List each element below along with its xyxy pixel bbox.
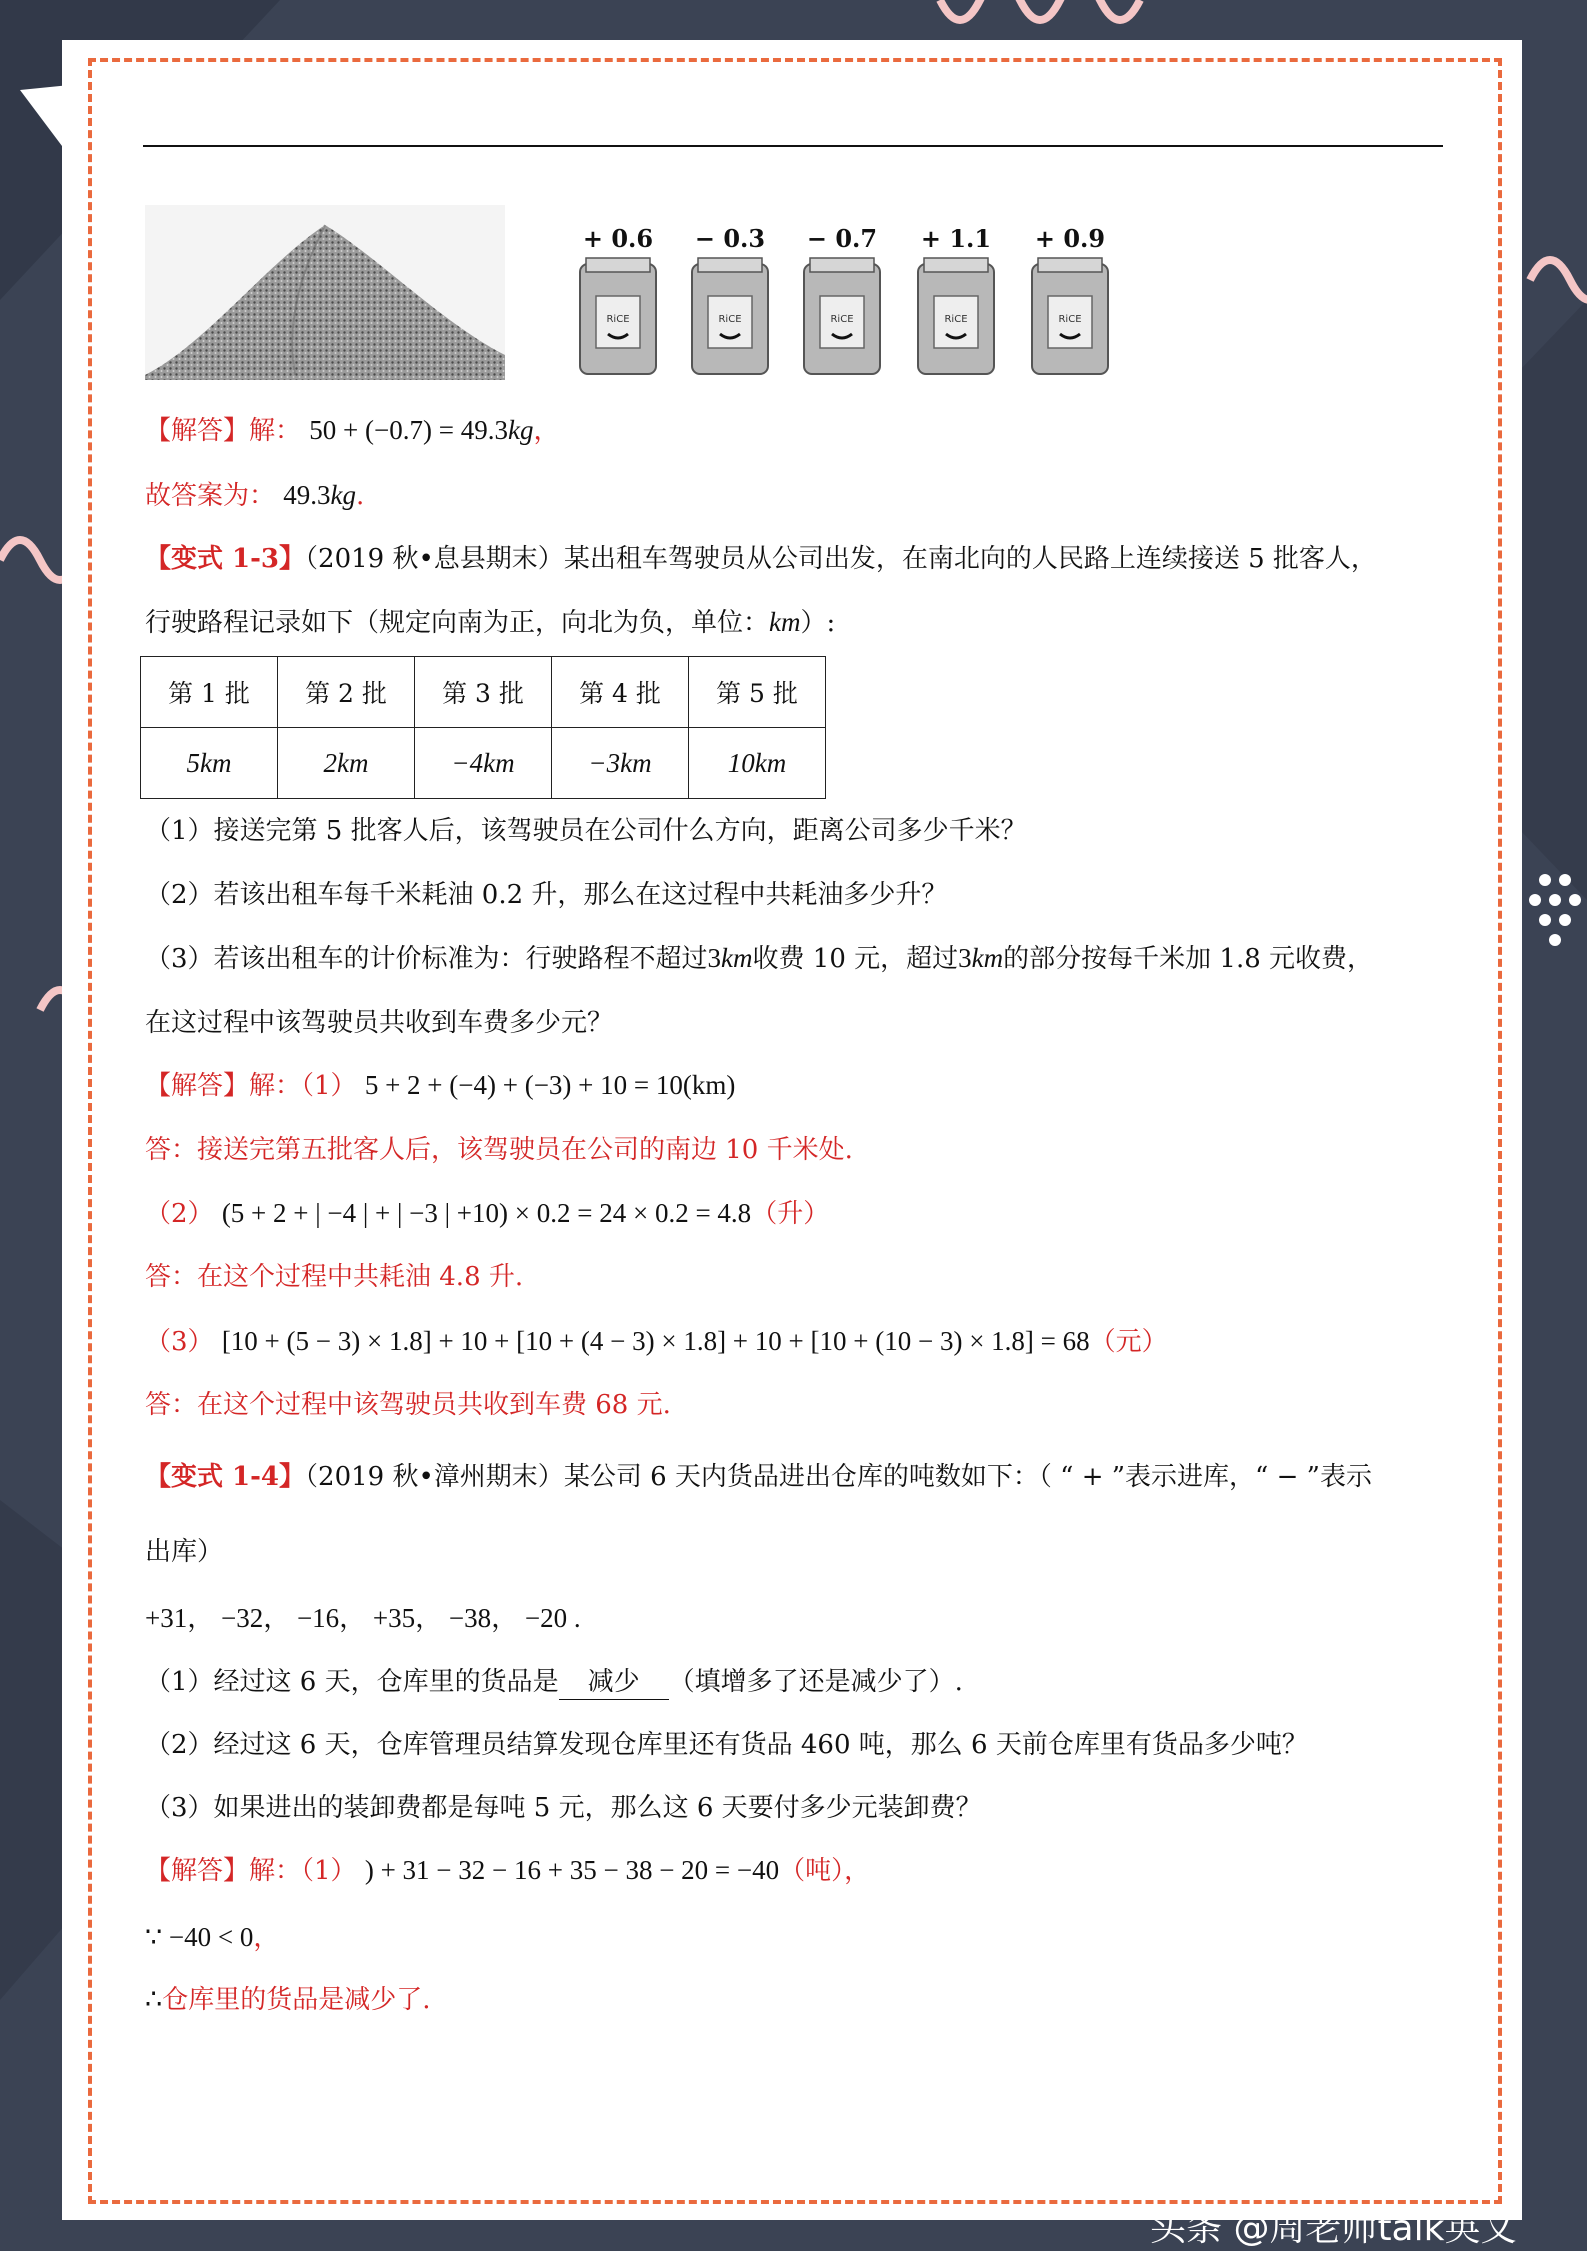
ex13-source: （2019 秋•息县期末） [305,544,564,574]
rice-bag-icon [914,256,998,378]
ex13-stem1: 某出租车驾驶员从公司出发，在南北向的人民路上连续接送 5 批客人， [563,544,1377,574]
ex13-answer2 [145,1196,829,1231]
watermark: 头条 @周老师talk英文 [1150,2208,1517,2249]
rice-bag-icon [1028,256,1112,378]
rice-bag [688,226,772,378]
ex14-q1 [145,1665,963,1700]
ex14-source: （2019 秋•漳州期末） [305,1462,564,1492]
answer-prefix: （3） [145,1327,214,1357]
ex13-answer1-text: 答：接送完第五批客人后，该驾驶员在公司的南边 10 千米处. [145,1135,853,1165]
ex14-stem1: 某公司 6 天内货品进出仓库的吨数如下：（ “ + ”表示进库，“ − ”表示 [563,1462,1372,1492]
table-cell: −4km [415,728,552,799]
ex13-q3-unit2: km [971,943,1004,973]
answer-tag: 【解答】 [145,1071,250,1101]
rice-brand-text: RiCE [1058,314,1082,325]
ex14-q1b: （填增多了还是减少了）. [668,1667,963,1697]
table-cell: 10km [689,728,826,799]
final-unit: kg [330,480,357,510]
ex13-q3-line1 [145,941,1373,976]
ex12-answer-line [145,413,559,448]
answer-prefix: 解： [249,416,302,446]
rice-bag [800,226,884,378]
rice-bag-icon [800,256,884,378]
bag-weight-label: + 0.6 [582,224,654,253]
answer-formula: 5 + 2 + (−4) + (−3) + 10 = 10(km) [364,1070,736,1100]
answer-tag: 【解答】 [145,1856,250,1886]
ex14-answer1 [145,1853,870,1888]
ex14-q2: （2）经过这 6 天，仓库管理员结算发现仓库里还有货品 460 吨，那么 6 天前仓库里有货品多少吨？ [145,1730,1308,1760]
ex13-answer3 [145,1324,1168,1359]
answer-formula: (5 + 2 + | −4 | + | −3 | +10) × 0.2 = 24 × 0.2 = 4.8 [221,1198,752,1228]
table-row [141,728,826,799]
bag-weight-label: + 1.1 [920,224,992,253]
header-rule [143,145,1443,147]
ex13-stem-line1 [145,542,1377,576]
final-value: 49.3 [283,480,331,510]
table-header-cell: 第 3 批 [415,657,552,728]
therefore-text: 仓库里的货品是减少了. [162,1985,431,2015]
answer-unit: （升） [751,1199,830,1229]
rice-bag [1028,226,1112,378]
bag-weight-label: + 0.9 [1034,224,1106,253]
table-header-cell: 第 1 批 [141,657,278,728]
ex13-answer1 [145,1068,735,1103]
answer-prefix: （2） [145,1199,214,1229]
ex13-tag: 【变式 1-3】 [145,544,306,574]
ex14-therefore [145,1982,430,2017]
ex13-q3-num1: 3 [707,943,722,973]
bag-weight-label: − 0.7 [806,224,878,253]
rice-bag-icon [688,256,772,378]
answer-unit: （元） [1089,1327,1168,1357]
rice-bag [576,226,660,378]
answer-end: ， [533,416,560,446]
ex13-stem2-unit: km [769,607,801,637]
final-prefix: 故答案为： [145,481,276,511]
ex13-q3c: 的部分按每千米加 1.8 元收费， [1003,944,1374,974]
ex13-q3-num2: 3 [958,943,972,973]
fill-blank: 减少 [559,1665,669,1700]
sand-pile-image [145,205,505,380]
ex13-answer2-text: 答：在这个过程中共耗油 4.8 升. [145,1262,524,1292]
ex14-stem-line2: 出库） [145,1537,224,1567]
table-header-cell: 第 4 批 [552,657,689,728]
because-end: ， [253,1923,280,1953]
answer-tag: 【解答】 [145,416,250,446]
ex14-because [145,1920,279,1955]
answer-formula: [10 + (5 − 3) × 1.8] + 10 + [10 + (4 − 3) × 1.8] + 10 + [10 + (10 − 3) × 1.8] = 68 [221,1326,1090,1356]
answer-unit: （吨）， [779,1856,871,1886]
ex13-stem2b: ）: [800,608,836,638]
answer-unit: kg [507,415,534,445]
rice-bag-icon [576,256,660,378]
ex14-tag: 【变式 1-4】 [145,1462,306,1492]
ex13-stem-line2 [145,605,835,640]
table-header-row [141,657,826,728]
ex13-q3-unit1: km [721,943,753,973]
because-formula: ∵ −40 < 0 [145,1922,254,1952]
ex13-q3-line2: 在这过程中该驾驶员共收到车费多少元？ [145,1008,614,1038]
answer-prefix: 解：（1） [249,1071,357,1101]
ex14-q3: （3）如果进出的装卸费都是每吨 5 元，那么这 6 天要付多少元装卸费？ [145,1793,982,1823]
ex12-final-line [145,478,364,513]
therefore-symbol: ∴ [145,1984,163,2014]
ex14-data: +31， −32， −16， +35， −38， −20 . [145,1603,581,1633]
bag-weight-label: − 0.3 [694,224,766,253]
rice-brand-text: RiCE [944,314,968,325]
rice-brand-text: RiCE [830,314,854,325]
ex13-answer3-text: 答：在这个过程中该驾驶员共收到车费 68 元. [145,1390,671,1420]
ex13-q3a: （3）若该出租车的计价标准为：行驶路程不超过 [145,944,708,974]
ex13-stem2a: 行驶路程记录如下（规定向南为正，向北为负，单位： [145,608,770,638]
answer-formula: ) + 31 − 32 − 16 + 35 − 38 − 20 = −40 [364,1855,780,1885]
answer-formula: 50 + (−0.7) = 49.3 [309,415,508,445]
rice-bag [914,226,998,378]
table-cell: 5km [141,728,278,799]
ex13-q2: （2）若该出租车每千米耗油 0.2 升，那么在这过程中共耗油多少升？ [145,880,948,910]
ex13-q1: （1）接送完第 5 批客人后，该驾驶员在公司什么方向，距离公司多少千米？ [145,816,1027,846]
distance-table [140,656,826,799]
ex14-stem-line1 [145,1460,1372,1494]
table-cell: 2km [278,728,415,799]
table-header-cell: 第 2 批 [278,657,415,728]
ex14-q1a: （1）经过这 6 天，仓库里的货品是 [145,1667,559,1697]
answer-prefix: 解：（1） [249,1856,357,1886]
final-end: . [356,481,365,511]
rice-brand-text: RiCE [606,314,630,325]
ex13-q3b: 收费 10 元，超过 [752,944,959,974]
table-cell: −3km [552,728,689,799]
rice-brand-text: RiCE [718,314,742,325]
table-header-cell: 第 5 批 [689,657,826,728]
